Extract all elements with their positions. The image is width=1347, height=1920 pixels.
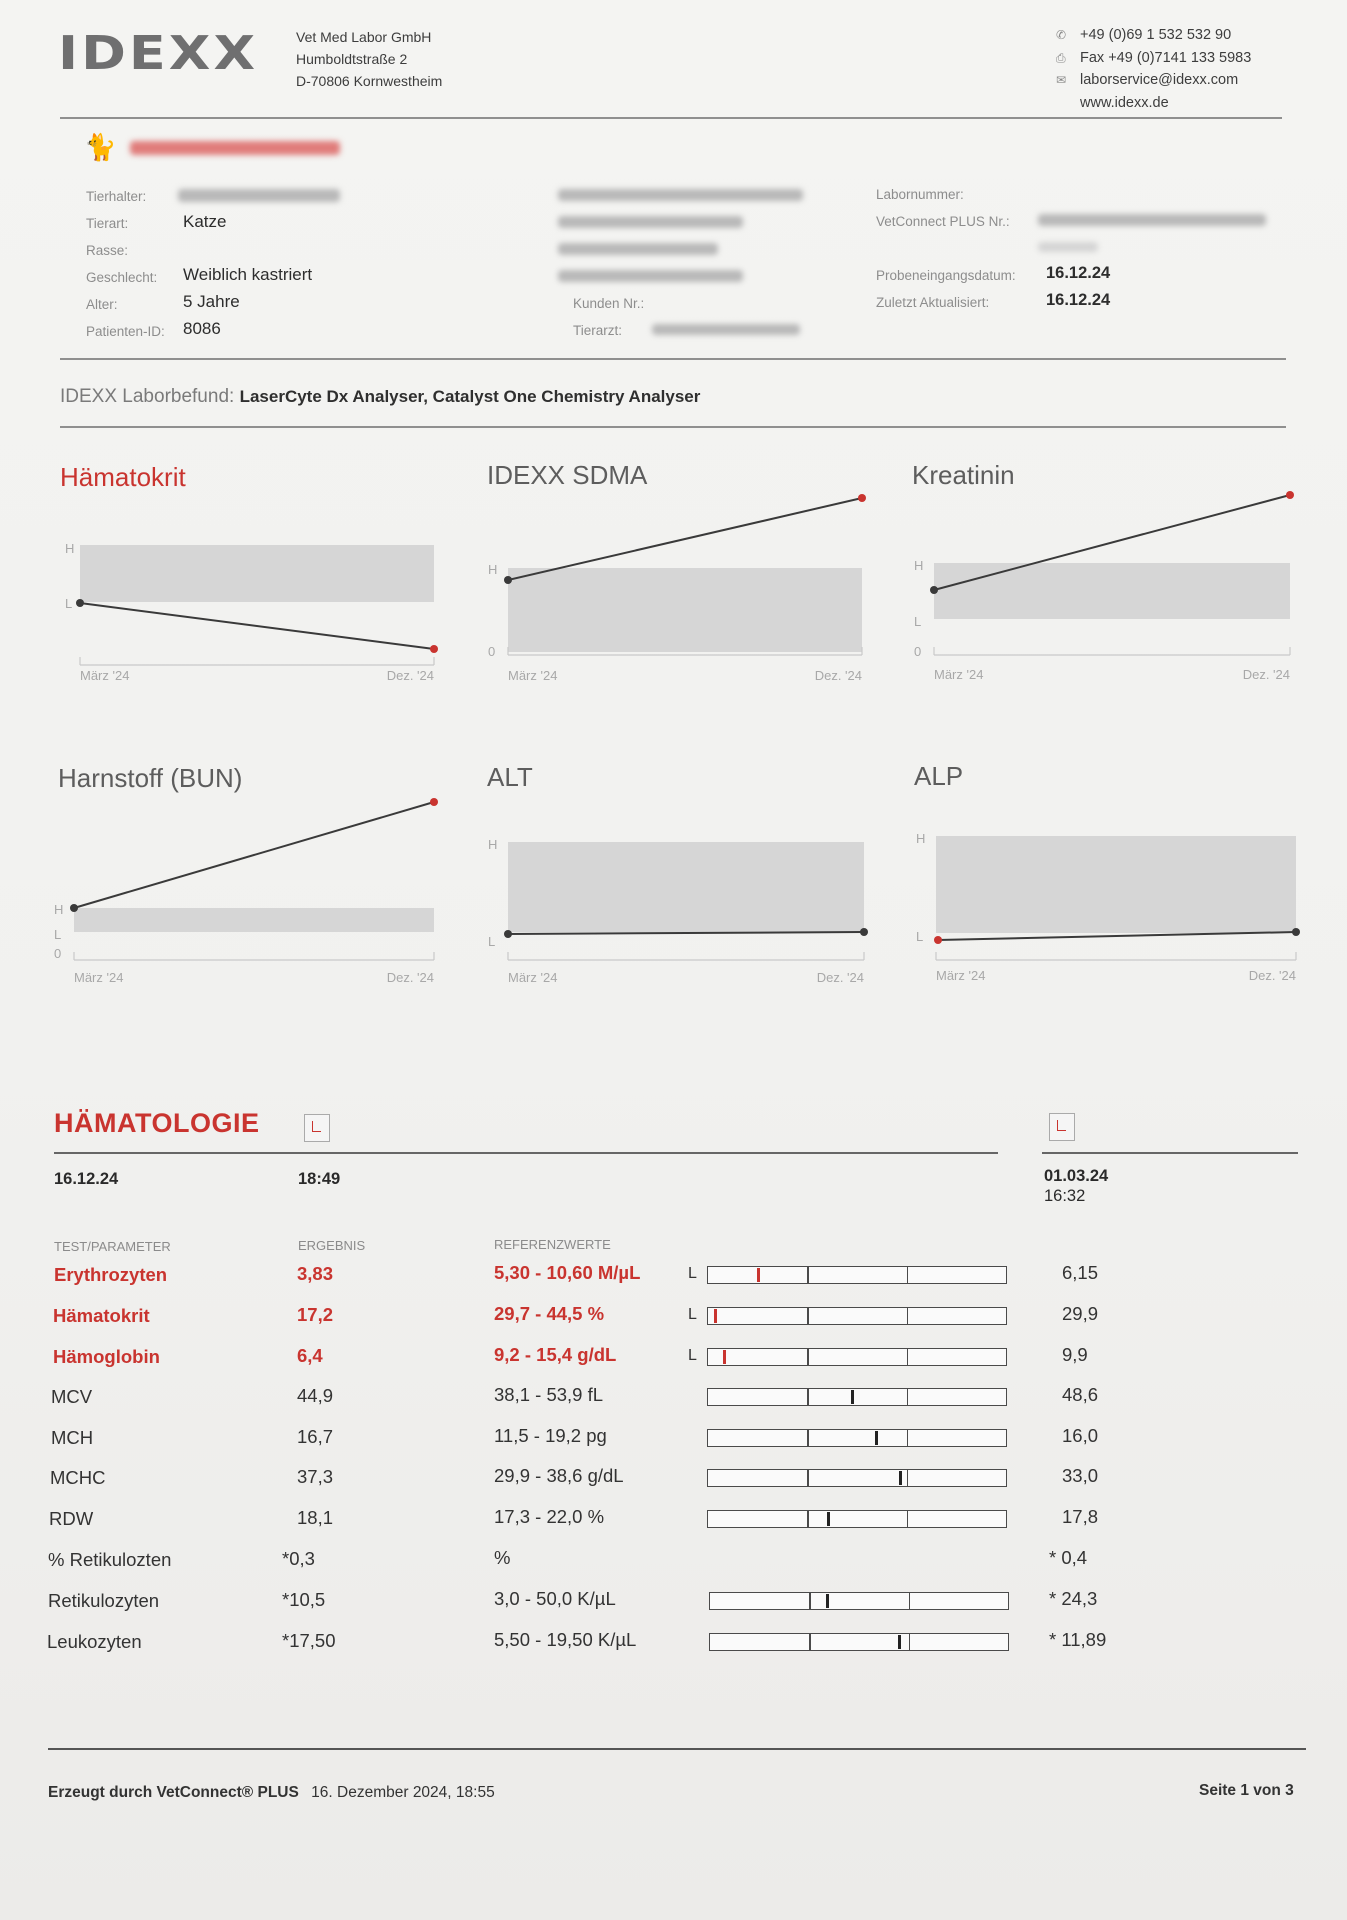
- range-bar-marker: [899, 1471, 902, 1485]
- sdma-data-point: [858, 494, 866, 502]
- range-bar-divider: [909, 1593, 911, 1609]
- lab-fax: Fax +49 (0)7141 133 5983: [1080, 49, 1252, 66]
- range-bar-divider: [907, 1430, 909, 1446]
- age-label: Alter:: [86, 297, 118, 312]
- vetconnect-number-label: VetConnect PLUS Nr.:: [876, 214, 1010, 229]
- result-value: 16,7: [297, 1426, 334, 1447]
- previous-result: * 11,89: [1049, 1629, 1107, 1650]
- previous-result: 16,0: [1062, 1425, 1099, 1446]
- parameter-name: RDW: [49, 1508, 94, 1529]
- range-bar-divider: [907, 1389, 909, 1405]
- result-time: 18:49: [298, 1170, 341, 1188]
- bun-level-label: 0: [54, 946, 62, 961]
- reference-range: 5,30 - 10,60 M/µL: [494, 1262, 641, 1283]
- low-flag: L: [688, 1265, 697, 1282]
- creatinine-level-label: H: [914, 558, 924, 573]
- sex-value: Weiblich kastriert: [183, 265, 313, 284]
- age-value: 5 Jahre: [183, 292, 240, 311]
- phone-icon: ✆: [1056, 28, 1067, 42]
- footer-page-number: Seite 1 von 3: [1199, 1782, 1294, 1799]
- range-bar-divider: [809, 1593, 811, 1609]
- range-bar-marker: [875, 1431, 878, 1445]
- hematology-title: HÄMATOLOGIE: [54, 1108, 260, 1138]
- range-bar: [709, 1633, 1009, 1651]
- range-bar-marker: [898, 1635, 901, 1649]
- result-value: *10,5: [282, 1589, 326, 1610]
- vet-label: Tierarzt:: [573, 323, 623, 338]
- alp-level-label: H: [916, 831, 926, 846]
- customer-number-label: Kunden Nr.:: [573, 296, 645, 311]
- previous-time: 16:32: [1044, 1187, 1086, 1205]
- range-bar-divider: [907, 1267, 909, 1283]
- parameter-name: MCHC: [50, 1467, 106, 1488]
- reference-range: 17,3 - 22,0 %: [494, 1506, 605, 1527]
- alp-data-point: [1292, 928, 1300, 936]
- lab-name: Vet Med Labor GmbH: [296, 29, 432, 45]
- result-value: 44,9: [297, 1385, 334, 1406]
- report-prefix: IDEXX Laborbefund:: [60, 386, 235, 407]
- range-bar-marker: [723, 1350, 726, 1364]
- previous-result: 17,8: [1062, 1506, 1099, 1527]
- email-icon: ✉: [1056, 73, 1067, 87]
- range-bar-divider: [907, 1511, 909, 1527]
- column-header-reference: REFERENZWERTE: [494, 1237, 611, 1252]
- range-bar-marker: [827, 1512, 830, 1526]
- reference-range: 11,5 - 19,2 pg: [494, 1425, 607, 1446]
- low-flag: L: [688, 1347, 697, 1364]
- range-bar-divider: [907, 1349, 909, 1365]
- range-bar: [707, 1348, 1007, 1366]
- received-date-label: Probeneingangsdatum:: [876, 268, 1016, 283]
- patient-id-value: 8086: [183, 319, 221, 338]
- species-value: Katze: [183, 212, 227, 231]
- haematocrit-data-point: [430, 645, 438, 653]
- range-bar-divider: [907, 1470, 909, 1486]
- reference-range: 29,9 - 38,6 g/dL: [494, 1465, 624, 1486]
- range-bar: [707, 1429, 1007, 1447]
- parameter-name: Retikulozyten: [48, 1590, 160, 1611]
- creatinine-level-label: L: [914, 614, 922, 629]
- sdma-trend-line: [508, 498, 862, 580]
- result-date: 16.12.24: [54, 1170, 119, 1188]
- previous-result: 48,6: [1062, 1384, 1099, 1405]
- lab-number-label: Labornummer:: [876, 187, 964, 202]
- alp-trend-line: [938, 932, 1296, 940]
- previous-result: 6,15: [1062, 1262, 1099, 1283]
- lab-web: www.idexx.de: [1080, 94, 1169, 111]
- result-value: 37,3: [297, 1466, 334, 1487]
- creatinine-level-label: 0: [914, 644, 922, 659]
- sdma-level-label: H: [488, 562, 498, 577]
- range-bar: [707, 1469, 1007, 1487]
- bun-reference-band: [74, 908, 434, 932]
- column-header-parameter: TEST/PARAMETER: [54, 1239, 171, 1254]
- result-value: 17,2: [297, 1304, 334, 1325]
- previous-result: 9,9: [1062, 1344, 1088, 1365]
- bun-x-tick-label: März '24: [74, 970, 124, 985]
- haematocrit-trend-line: [80, 603, 434, 649]
- previous-result: * 24,3: [1049, 1588, 1098, 1609]
- range-bar-divider: [807, 1470, 809, 1486]
- parameter-name: Hämoglobin: [53, 1346, 160, 1367]
- idexx-logo: IDEXX: [58, 26, 259, 81]
- alt-level-label: H: [488, 837, 498, 852]
- previous-result: 33,0: [1062, 1465, 1099, 1486]
- haematocrit-level-label: H: [65, 541, 75, 556]
- bun-x-tick-label: Dez. '24: [386, 970, 434, 985]
- creatinine-data-point: [930, 586, 938, 594]
- chart-title-bun: Harnstoff (BUN): [58, 763, 243, 793]
- range-bar-divider: [807, 1349, 809, 1365]
- hematology-divider: [54, 1152, 998, 1154]
- lab-city: D-70806 Kornwestheim: [296, 73, 443, 89]
- range-bar-divider: [909, 1634, 911, 1650]
- bun-level-label: L: [54, 927, 62, 942]
- updated-date-label: Zuletzt Aktualisiert:: [876, 295, 990, 310]
- creatinine-data-point: [1286, 491, 1294, 499]
- bun-data-point: [70, 904, 78, 912]
- creatinine-x-tick-label: Dez. '24: [1242, 667, 1290, 682]
- range-bar-marker: [757, 1268, 760, 1282]
- result-value: *0,3: [282, 1548, 315, 1569]
- chart-title-alp: ALP: [914, 761, 964, 791]
- range-bar-marker: [851, 1390, 854, 1404]
- parameter-name: Erythrozyten: [54, 1264, 168, 1285]
- sdma-reference-band: [508, 568, 862, 652]
- parameter-name: Leukozyten: [47, 1631, 142, 1652]
- range-bar-marker: [826, 1594, 829, 1608]
- parameter-name: MCV: [51, 1386, 93, 1407]
- range-bar-divider: [807, 1389, 809, 1405]
- result-value: 18,1: [297, 1507, 334, 1528]
- bun-level-label: H: [54, 902, 64, 917]
- low-flag: L: [688, 1306, 697, 1323]
- parameter-name: % Retikulozten: [48, 1549, 172, 1570]
- range-bar: [707, 1388, 1007, 1406]
- cat-icon: 🐈: [84, 132, 117, 162]
- range-bar-divider: [907, 1308, 909, 1324]
- alp-x-tick-label: März '24: [936, 968, 986, 983]
- previous-date: 01.03.24: [1044, 1167, 1109, 1185]
- haematocrit-x-tick-label: Dez. '24: [386, 668, 434, 683]
- chart-title-sdma: IDEXX SDMA: [487, 460, 648, 490]
- reference-range: 9,2 - 15,4 g/dL: [494, 1344, 617, 1365]
- updated-date-value: 16.12.24: [1046, 291, 1111, 309]
- range-bar: [707, 1266, 1007, 1284]
- report-analysers: LaserCyte Dx Analyser, Catalyst One Chemistry Analyser: [239, 387, 701, 406]
- sdma-level-label: 0: [488, 644, 496, 659]
- alt-reference-band: [508, 842, 864, 932]
- parameter-name: MCH: [51, 1427, 94, 1448]
- alp-level-label: L: [916, 929, 924, 944]
- chart-title-haematocrit: Hämatokrit: [60, 462, 186, 492]
- alt-data-point: [860, 928, 868, 936]
- column-header-result: ERGEBNIS: [298, 1238, 366, 1253]
- previous-result: 29,9: [1062, 1303, 1099, 1324]
- haematocrit-reference-band: [80, 545, 434, 602]
- lab-email: laborservice@idexx.com: [1080, 72, 1239, 88]
- chart-title-alt: ALT: [487, 762, 533, 792]
- pdf-document-icon[interactable]: [304, 1114, 330, 1142]
- alp-data-point: [934, 936, 942, 944]
- range-bar-marker: [714, 1309, 717, 1323]
- footer-timestamp: 16. Dezember 2024, 18:55: [311, 1784, 495, 1801]
- haematocrit-level-label: L: [65, 596, 73, 611]
- patient-id-label: Patienten-ID:: [86, 324, 165, 339]
- bun-data-point: [430, 798, 438, 806]
- fax-icon: ⎙: [1056, 50, 1066, 65]
- range-bar-divider: [807, 1308, 809, 1324]
- creatinine-reference-band: [934, 563, 1290, 619]
- received-date-value: 16.12.24: [1046, 264, 1111, 282]
- result-value: 3,83: [297, 1263, 334, 1284]
- footer-divider: [48, 1748, 1306, 1750]
- range-bar-divider: [807, 1430, 809, 1446]
- sdma-data-point: [504, 576, 512, 584]
- creatinine-x-tick-label: März '24: [934, 667, 984, 682]
- footer-generated-by: Erzeugt durch VetConnect® PLUS: [48, 1784, 299, 1801]
- range-bar: [707, 1510, 1007, 1528]
- range-bar: [707, 1307, 1007, 1325]
- chart-title-creatinine: Kreatinin: [912, 460, 1015, 490]
- breed-label: Rasse:: [86, 243, 129, 258]
- previous-result: * 0,4: [1049, 1547, 1088, 1568]
- sdma-x-tick-label: März '24: [508, 668, 558, 683]
- lab-phone: +49 (0)69 1 532 532 90: [1080, 27, 1232, 43]
- alt-x-tick-label: März '24: [508, 970, 558, 985]
- parameter-name: Hämatokrit: [53, 1305, 150, 1326]
- owner-label: Tierhalter:: [86, 189, 147, 204]
- reference-range: 38,1 - 53,9 fL: [494, 1384, 604, 1405]
- alp-x-tick-label: Dez. '24: [1248, 968, 1296, 983]
- reference-range: %: [494, 1547, 511, 1568]
- sex-label: Geschlecht:: [86, 270, 158, 285]
- alt-x-tick-label: Dez. '24: [816, 970, 864, 985]
- range-bar: [709, 1592, 1009, 1610]
- result-value: *17,50: [282, 1630, 336, 1651]
- footer-generated: [48, 1784, 495, 1802]
- bun-trend-line: [74, 802, 434, 908]
- result-value: 6,4: [297, 1345, 323, 1366]
- reference-range: 3,0 - 50,0 K/µL: [494, 1588, 616, 1609]
- range-bar-divider: [809, 1634, 811, 1650]
- range-bar-divider: [807, 1511, 809, 1527]
- haematocrit-x-tick-label: März '24: [80, 668, 130, 683]
- haematocrit-data-point: [76, 599, 84, 607]
- alt-trend-line: [508, 932, 864, 934]
- lab-street: Humboldtstraße 2: [296, 51, 408, 67]
- range-bar-divider: [807, 1267, 809, 1283]
- alp-reference-band: [936, 836, 1296, 933]
- hematology-divider-previous: [1042, 1152, 1298, 1154]
- reference-range: 5,50 - 19,50 K/µL: [494, 1629, 637, 1650]
- alt-data-point: [504, 930, 512, 938]
- species-label: Tierart:: [86, 216, 129, 231]
- reference-range: 29,7 - 44,5 %: [494, 1303, 605, 1324]
- sdma-x-tick-label: Dez. '24: [814, 668, 862, 683]
- pdf-document-icon-previous[interactable]: [1049, 1113, 1075, 1141]
- alt-level-label: L: [488, 934, 496, 949]
